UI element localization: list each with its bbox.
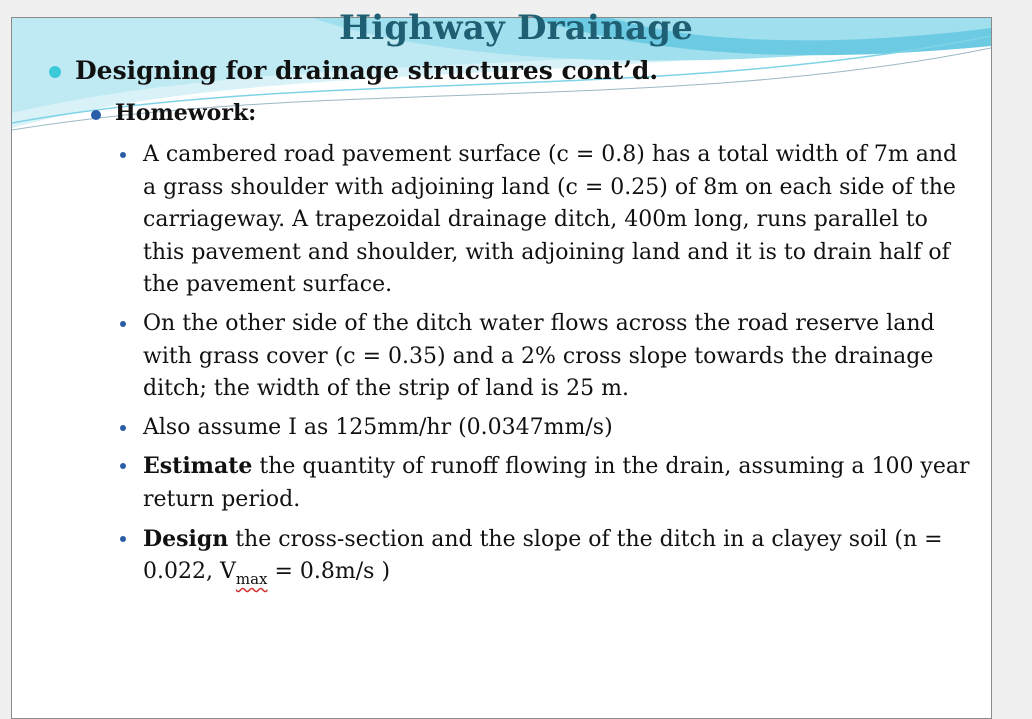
- bullet-icon: [91, 110, 101, 120]
- level2-text: Homework:: [115, 100, 257, 126]
- list-item: Estimate the quantity of runoff flowing in the drain, assuming a 100 year return period.: [143, 450, 973, 516]
- slide-title: Highway Drainage: [338, 8, 694, 48]
- homework-list: [143, 139, 973, 602]
- list-item: Design the cross-section and the slope of the ditch in a clayey soil (n = 0.022, $V_{max} = 0.8m/s$ ): [143, 523, 973, 596]
- level1-text: Designing for drainage structures cont’d.: [75, 56, 659, 85]
- list-item: Also assume I as 125mm/hr (0.0347mm/s): [143, 412, 973, 445]
- subscript-max: max: [235, 570, 268, 589]
- level2-heading: [115, 100, 256, 126]
- bullet-icon: [49, 66, 61, 78]
- list-item: A cambered road pavement surface (c = 0.8) has a total width of 7m and a grass shoulder with adjoining land (c = 0.25) of 8m on each side of the carriageway. A trapezoidal drainage ditch, 400m long, runs parallel to this pavement and shoulder, with adjoining land and it is to drain half of the pavement surface.: [143, 139, 973, 302]
- list-item: On the other side of the ditch water flows across the road reserve land with grass cover (c = 0.35) and a 2% cross slope towards the drainage ditch; the width of the strip of land is 25 m.: [143, 308, 973, 406]
- level1-heading: [75, 56, 658, 85]
